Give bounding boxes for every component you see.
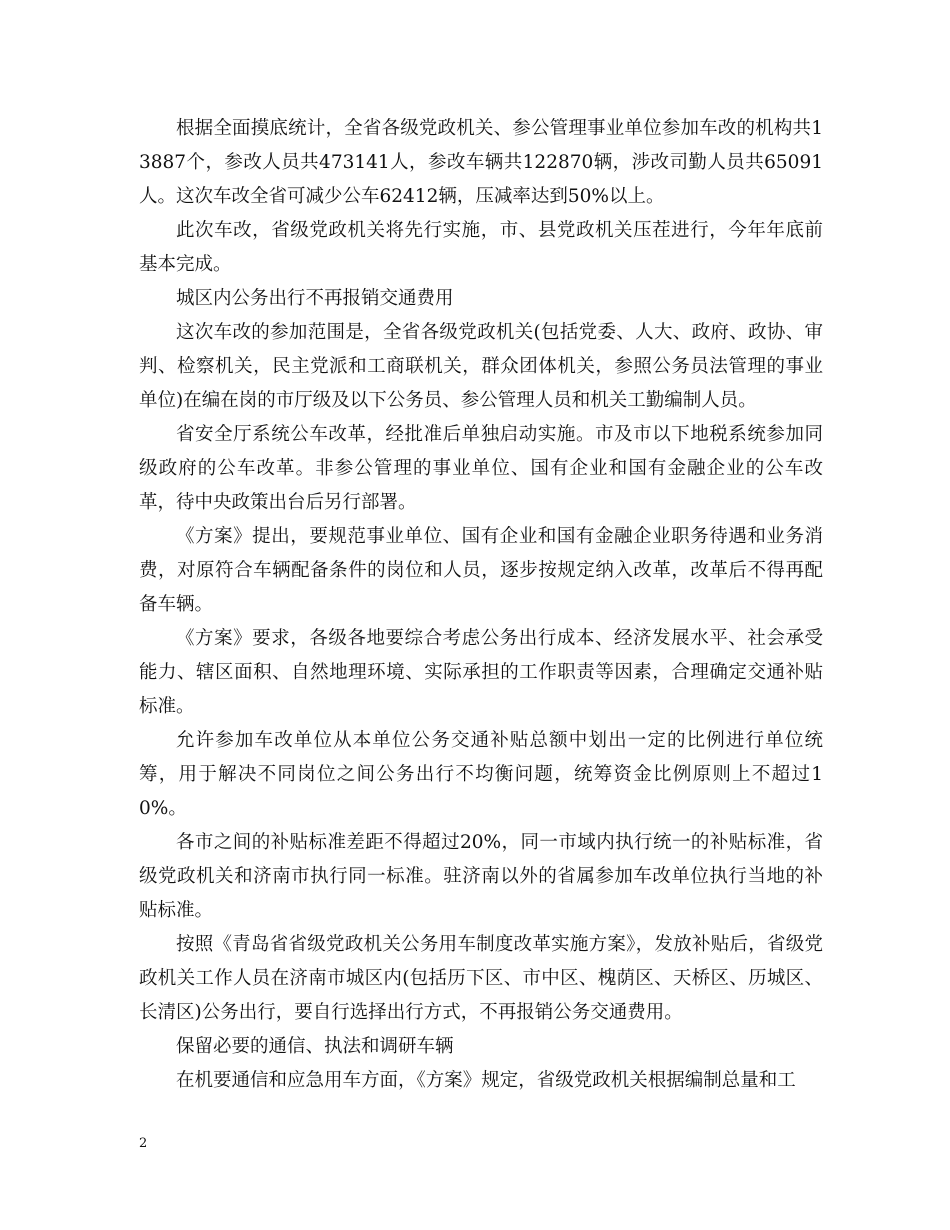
paragraph: 根据全面摸底统计，全省各级党政机关、参公管理事业单位参加车改的机构共13887个，参改人员共473141人，参改车辆共122870辆，涉改司勤人员共65091人。这次车改全省可减少公车62412辆，压减率达到50%以上。 bbox=[139, 118, 823, 207]
paragraph: 允许参加车改单位从本单位公务交通补贴总额中划出一定的比例进行单位统筹，用于解决不同岗位之间公务出行不均衡问题，统筹资金比例原则上不超过10%。 bbox=[139, 730, 823, 819]
paragraph: 《方案》要求，各级各地要综合考虑公务出行成本、经济发展水平、社会承受能力、辖区面积、自然地理环境、实际承担的工作职责等因素，合理确定交通补贴标准。 bbox=[139, 628, 823, 717]
page-number: 2 bbox=[139, 1136, 148, 1151]
document-body bbox=[139, 112, 823, 1098]
paragraph: 省安全厅系统公车改革，经批准后单独启动实施。市及市以下地税系统参加同级政府的公车改革。非参公管理的事业单位、国有企业和国有金融企业的公车改革，待中央政策出台后另行部署。 bbox=[139, 424, 823, 513]
paragraph: 这次车改的参加范围是，全省各级党政机关(包括党委、人大、政府、政协、审判、检察机关，民主党派和工商联机关，群众团体机关，参照公务员法管理的事业单位)在编在岗的市厅级及以下公务员、参公管理人员和机关工勤编制人员。 bbox=[139, 322, 823, 411]
paragraph: 各市之间的补贴标准差距不得超过20%，同一市域内执行统一的补贴标准，省级党政机关和济南市执行同一标准。驻济南以外的省属参加车改单位执行当地的补贴标准。 bbox=[139, 832, 823, 921]
paragraph: 按照《青岛省省级党政机关公务用车制度改革实施方案》，发放补贴后，省级党政机关工作人员在济南市城区内(包括历下区、市中区、槐荫区、天桥区、历城区、长清区)公务出行，要自行选择出行方式，不再报销公务交通费用。 bbox=[139, 934, 823, 1023]
section-heading: 城区内公务出行不再报销交通费用 bbox=[176, 288, 454, 309]
section-heading: 保留必要的通信、执法和调研车辆 bbox=[176, 1036, 454, 1057]
paragraph: 《方案》提出，要规范事业单位、国有企业和国有金融企业职务待遇和业务消费，对原符合车辆配备条件的岗位和人员，逐步按规定纳入改革，改革后不得再配备车辆。 bbox=[139, 526, 823, 615]
paragraph: 在机要通信和应急用车方面，《方案》规定，省级党政机关根据编制总量和工 bbox=[176, 1070, 796, 1091]
paragraph: 此次车改，省级党政机关将先行实施，市、县党政机关压茬进行，今年年底前基本完成。 bbox=[139, 220, 823, 275]
